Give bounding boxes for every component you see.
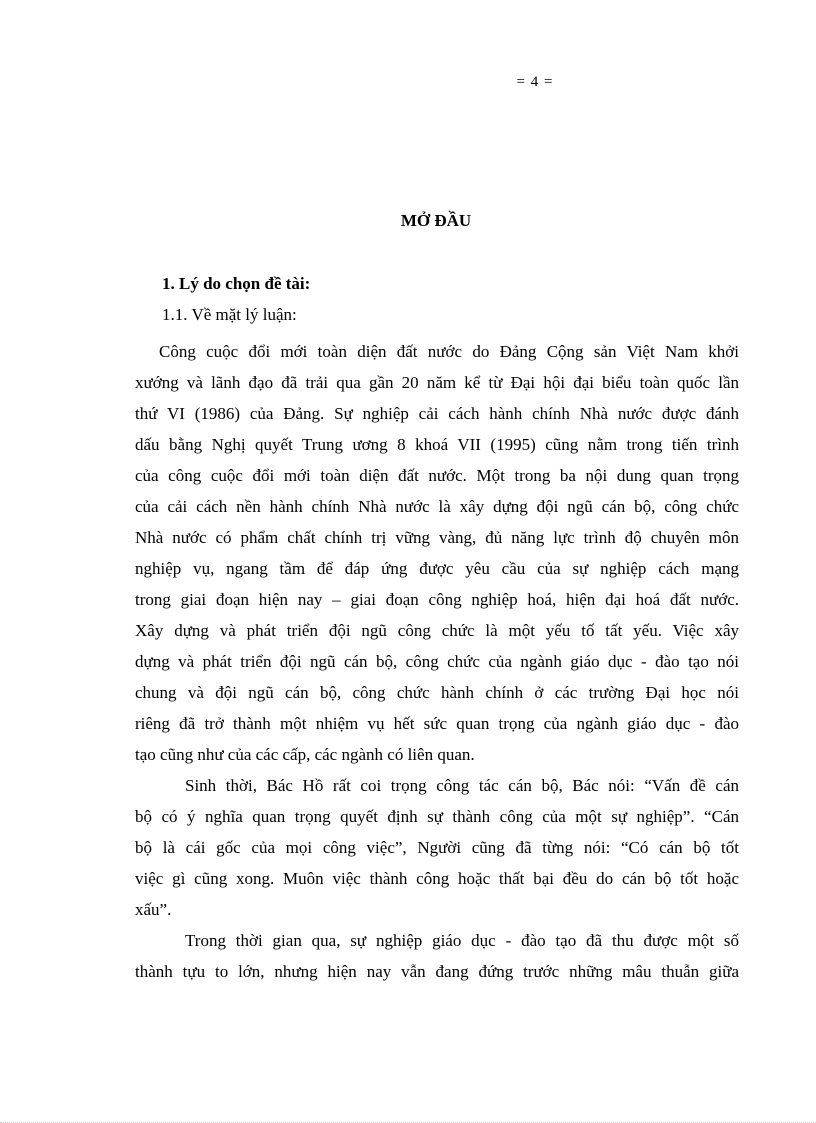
page-number: = 4 = [516, 74, 554, 90]
paragraph-line: thứ VI (1986) của Đảng. Sự nghiệp cải cách hành chính Nhà nước được đánh [135, 404, 739, 423]
section-heading: 1. Lý do chọn đề tài: [162, 274, 311, 293]
paragraph-line: nghiệp vụ, ngang tầm để đáp ứng được yêu cầu của sự nghiệp cách mạng [135, 559, 739, 578]
paragraph-line: của cải cách nền hành chính Nhà nước là xây dựng đội ngũ cán bộ, công chức [135, 497, 739, 516]
paragraph-line: riêng đã trở thành một nhiệm vụ hết sức quan trọng của ngành giáo dục - đào [135, 714, 739, 733]
paragraph-line: Công cuộc đổi mới toàn diện đất nước do Đảng Cộng sản Việt Nam khởi [159, 342, 739, 361]
paragraph-line: xấu”. [135, 900, 172, 919]
paragraph-line: việc gì cũng xong. Muôn việc thành công hoặc thất bại đều do cán bộ tốt hoặc [135, 869, 739, 888]
paragraph-line: thành tựu to lớn, nhưng hiện nay vẫn đang đứng trước những mâu thuẫn giữa [135, 962, 739, 981]
body-text [135, 336, 739, 987]
paragraph-line: dựng và phát triển đội ngũ cán bộ, công chức của ngành giáo dục - đào tạo nói [135, 652, 739, 671]
subsection-heading: 1.1. Về mặt lý luận: [162, 305, 297, 324]
page-title: MỞ ĐẦU [400, 211, 472, 230]
paragraph-line: chung và đội ngũ cán bộ, công chức hành chính ở các trường Đại học nói [135, 683, 739, 702]
paragraph-line: bộ là cái gốc của mọi công việc”, Người cũng đã từng nói: “Có cán bộ tốt [135, 838, 739, 857]
paragraph-line: tạo cũng như của các cấp, các ngành có liên quan. [135, 745, 475, 764]
paragraph-line: xướng và lãnh đạo đã trải qua gần 20 năm kể từ Đại hội đại biểu toàn quốc lần [135, 373, 739, 392]
paragraph-line: của công cuộc đổi mới toàn diện đất nước. Một trong ba nội dung quan trọng [135, 466, 739, 485]
paragraph-line: Xây dựng và phát triển đội ngũ công chức là một yếu tố tất yếu. Việc xây [135, 621, 739, 640]
paragraph-line: bộ có ý nghĩa quan trọng quyết định sự thành công của một sự nghiệp”. “Cán [135, 807, 739, 826]
paragraph-line: trong giai đoạn hiện nay – giai đoạn công nghiệp hoá, hiện đại hoá đất nước. [135, 590, 739, 609]
paragraph-line: dấu bằng Nghị quyết Trung ương 8 khoá VII (1995) cũng nằm trong tiến trình [135, 435, 739, 454]
paragraph-line: Trong thời gian qua, sự nghiệp giáo dục - đào tạo đã thu được một số [185, 931, 739, 950]
paragraph-line: Sinh thời, Bác Hồ rất coi trọng công tác cán bộ, Bác nói: “Vấn đề cán [185, 776, 739, 795]
paragraph-line: Nhà nước có phẩm chất chính trị vững vàng, đủ năng lực trình độ chuyên môn [135, 528, 739, 547]
